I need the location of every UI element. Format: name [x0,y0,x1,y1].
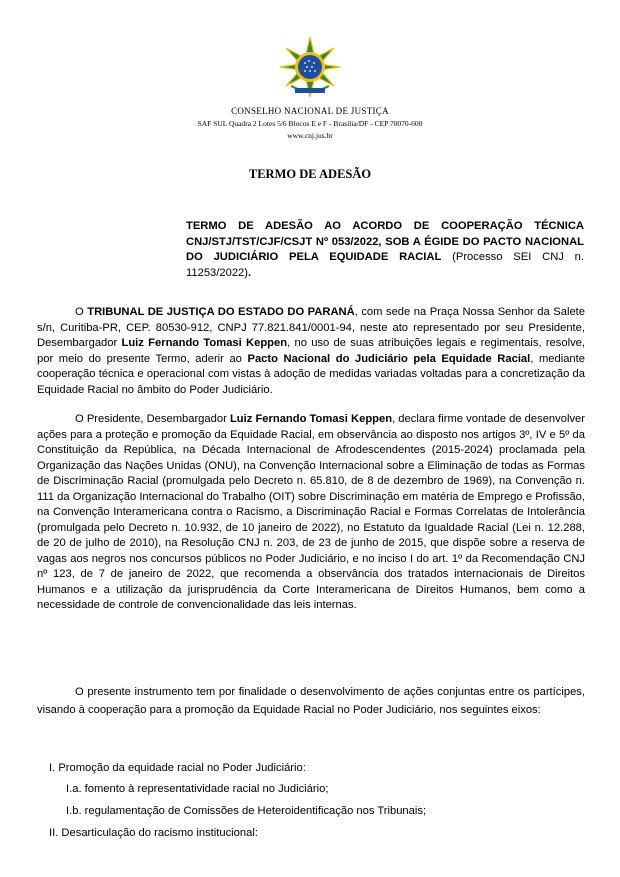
p2-text-1: O Presidente, Desembargador [75,413,230,425]
seal-blue-disk [298,55,322,79]
header-address: SAF SUL Quadra 2 Lotes 5/6 Blocos E e F - Brasília/DF - CEP 70070-600 [197,119,423,128]
p1-pact-name: Pacto Nacional do Judiciário pela Equidade Racial [247,352,531,365]
p2-president-name: Luiz Fernando Tomasi Keppen [229,413,393,425]
paragraph-purpose: O presente instrumento tem por finalidade o desenvolvimento de ações conjuntas entre os partícipes, visando à cooperação para a promoção da Equidade Racial no Poder Judiciário, nos seguintes eixos: [37,686,585,716]
axis-item-2: II. Desarticulação do racismo institucional: [49,827,258,839]
p1-text-1: O [75,306,88,318]
subject-block [186,219,584,281]
subject-end: . [248,266,252,279]
p2-text-2: , declara firme vontade de desenvolver ações para a proteção e promoção da Equidade Racial, em observância ao disposto nos artigos 3º, IV e 5º da Constituição da República, na Década Internacional de Afrodescendentes (2015-2024) proclamada pela Organização das Nações Unidas (ONU), na Convenção Internacional sobre a Eliminação de todas as Formas de Discriminação Racial (promulgada pelo Decreto n. 65.810, de 8 de dezembro de 1969), na Convenção n. 111 da Organização Internacional do Trabalho (OIT) sobre Discriminação em matéria de Emprego e Profissão, na Convenção Interamericana contra o Racismo, a Discriminação Racial e Formas Correlatas de Intolerância (promulgada pelo Decreto n. 10.932, de 10 janeiro de 2022), no Estatuto da Igualdade Racial (Lei n. 12.288, de 20 de julho de 2010), na Resolução CNJ n. 203, de 23 de junho de 2015, que dispõe sobre a reserva de vagas aos negros nos concursos públicos no Poder Judiciário, e no inciso I do art. 1º da Recomendação CNJ nº 123, de 7 de janeiro de 2022, que recomenda a observância dos tratados internacionais de Direitos Humanos e a utilização da jurisprudência da Corte Interamericana de Direitos Humanos, bem como a necessidade de controle de convencionalidade das leis internas. [37,413,585,611]
header-website: www.cnj.jus.br [287,131,333,140]
axis-item-1a: I.a. fomento à representatividade racial no Judiciário; [66,783,329,795]
subject-bold: TERMO DE ADESÃO AO ACORDO DE COOPERAÇÃO TÉCNICA CNJ/STJ/TST/CJF/CSJT Nº 053/2022, SOB A ÉGIDE DO PACTO NACIONAL DO JUDICIÁRIO PELA EQUIDADE RACIAL [186,220,584,263]
p1-court-name: TRIBUNAL DE JUSTIÇA DO ESTADO DO PARANÁ [87,306,355,318]
paragraph-declaration [37,412,585,614]
seal-ribbon [295,88,325,93]
p1-text-3: , no uso de suas atribuições legais e regimentais, resolve, por meio do presente Termo, aderir ao [37,337,585,365]
axis-item-1: I. Promoção da equidade racial no Poder Judiciário: [49,762,306,774]
p1-text-2: , com sede na Praça Nossa Senhor da Salete s/n, Curitiba-PR, CEP. 80530-912, CNPJ 77.821.841/0001-94, neste ato representado por seu Presidente, Desembargador [37,306,585,349]
subject-process: (Processo SEI CNJ n. 11253/2022) [186,251,584,279]
header-org-name: CONSELHO NACIONAL DE JUSTIÇA [231,106,389,116]
axis-item-1b: I.b. regulamentação de Comissões de Heteroidentificação nos Tribunais; [66,805,427,817]
p1-president-name: Luiz Fernando Tomasi Keppen [121,337,288,349]
p1-text-4: , mediante cooperação técnica e operacional com vistas à adoção de medidas variadas voltadas para a concretização da Equidade Racial no âmbito do Poder Judiciário. [37,352,585,396]
paragraph-adhesion [37,305,585,398]
document-title: TERMO DE ADESÃO [248,167,372,181]
coat-of-arms-icon [279,36,341,98]
